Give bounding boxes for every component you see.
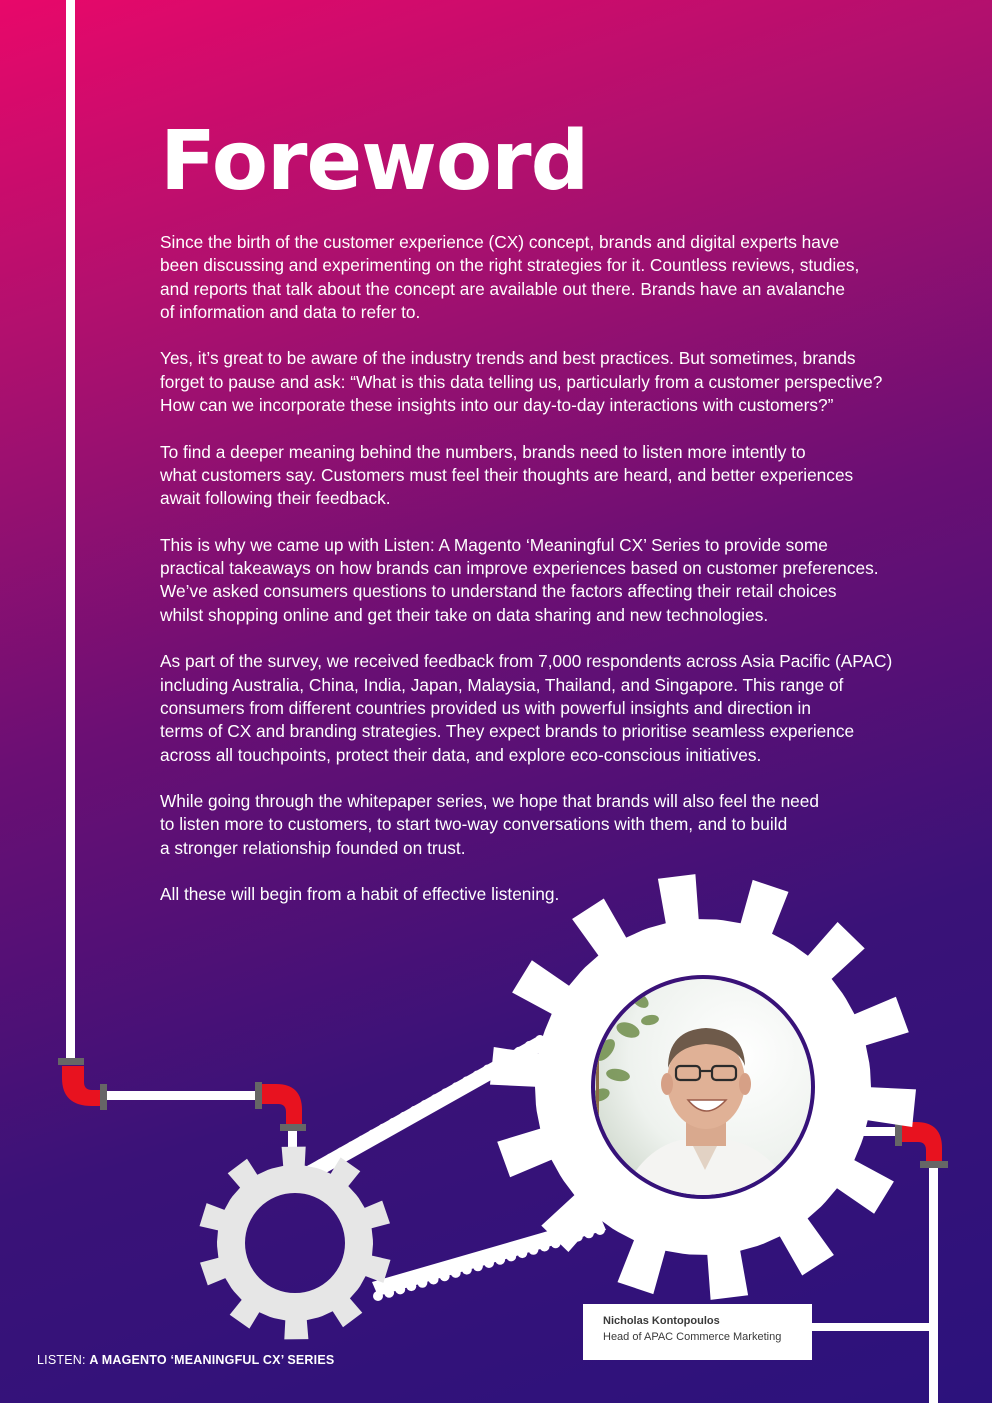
portrait-caption	[583, 1304, 812, 1360]
chain-link	[389, 1118, 399, 1128]
caption-name: Nicholas Kontopoulos	[603, 1315, 720, 1327]
footer-prefix: LISTEN:	[37, 1353, 90, 1367]
chain-link	[472, 1071, 482, 1081]
paragraph: To find a deeper meaning behind the numbers, brands need to listen more intently to what customers say. Customers must feel their thoughts are heard, and better experiences await following their feedback.	[160, 441, 854, 509]
chain-link	[373, 1291, 383, 1301]
chain-link	[484, 1258, 494, 1268]
pipe-elbow-icon	[62, 1066, 100, 1106]
chain-link	[410, 1106, 420, 1116]
chain-link	[595, 1225, 605, 1235]
chain-link	[395, 1284, 405, 1294]
chain-link	[440, 1271, 450, 1281]
paragraph: Since the birth of the customer experience (CX) concept, brands and digital experts have been discussing and experimenting on the right strategies for it. Countless reviews, studies, and reports that talk about the concept are available out there. Brands have an avalanche of information and data to refer to.	[160, 232, 860, 322]
chain-link	[528, 1245, 538, 1255]
paragraph: Yes, it’s great to be aware of the industry trends and best practices. But sometimes, brands forget to pause and ask: “What is this data telling us, particularly from a customer perspective? How can we incorporate these insights into our day-to-day interactions with customers?”	[160, 348, 883, 416]
chain-link	[525, 1041, 535, 1051]
chain-link	[429, 1275, 439, 1285]
chain-link	[347, 1141, 357, 1151]
chain-link	[462, 1265, 472, 1275]
chain-link	[451, 1268, 461, 1278]
pipe-elbow-icon	[902, 1122, 942, 1161]
chain-link	[420, 1100, 430, 1110]
page-title: Foreword	[160, 114, 589, 209]
chain-link	[368, 1130, 378, 1140]
caption-role: Head of APAC Commerce Marketing	[603, 1331, 782, 1343]
chain-link	[357, 1136, 367, 1146]
chain-link	[517, 1248, 527, 1258]
chain-link	[316, 1159, 326, 1169]
foreword-body	[160, 231, 920, 930]
paragraph: While going through the whitepaper series, we hope that brands will also feel the need to listen more to customers, to start two-way conversations with them, and to build a stronger relationship founded on trust.	[160, 791, 820, 858]
chain-link	[451, 1082, 461, 1092]
footer-series-name: A MAGENTO ‘MEANINGFUL CX’ SERIES	[89, 1353, 335, 1367]
chain-link	[378, 1124, 388, 1134]
chain-link	[417, 1278, 427, 1288]
chain-link	[473, 1261, 483, 1271]
chain-link	[336, 1147, 346, 1157]
chain-link	[506, 1251, 516, 1261]
footer-series-label	[37, 1353, 334, 1367]
chain-link	[540, 1242, 550, 1252]
chain-link	[399, 1112, 409, 1122]
paragraph: As part of the survey, we received feedback from 7,000 respondents across Asia Pacific (APAC) including Australia, China, India, Japan, Malaysia, Thailand, and Singapore. This range of consumers from different countries provided us with powerful insights and direction in terms of CX and branding strategies. They expect brands to prioritise seamless experience across all touchpoints, protect their data, and explore eco-conscious initiatives.	[160, 651, 893, 765]
paragraph: This is why we came up with Listen: A Magento ‘Meaningful CX’ Series to provide some practical takeaways on how brands can improve experiences based on customer preferences. We’ve asked consumers questions to understand the factors affecting their retail choices whilst shopping online and get their take on data sharing and new technologies.	[160, 534, 879, 625]
small-gear-icon	[200, 1147, 391, 1340]
pipe-elbow-icon	[262, 1084, 302, 1124]
chain-link	[495, 1255, 505, 1265]
chain-link	[406, 1281, 416, 1291]
chain-link	[462, 1076, 472, 1086]
chain-link	[431, 1094, 441, 1104]
chain-link	[384, 1288, 394, 1298]
paragraph: All these will begin from a habit of effective listening.	[160, 884, 560, 905]
chain-link	[441, 1088, 451, 1098]
chain-link	[326, 1153, 336, 1163]
